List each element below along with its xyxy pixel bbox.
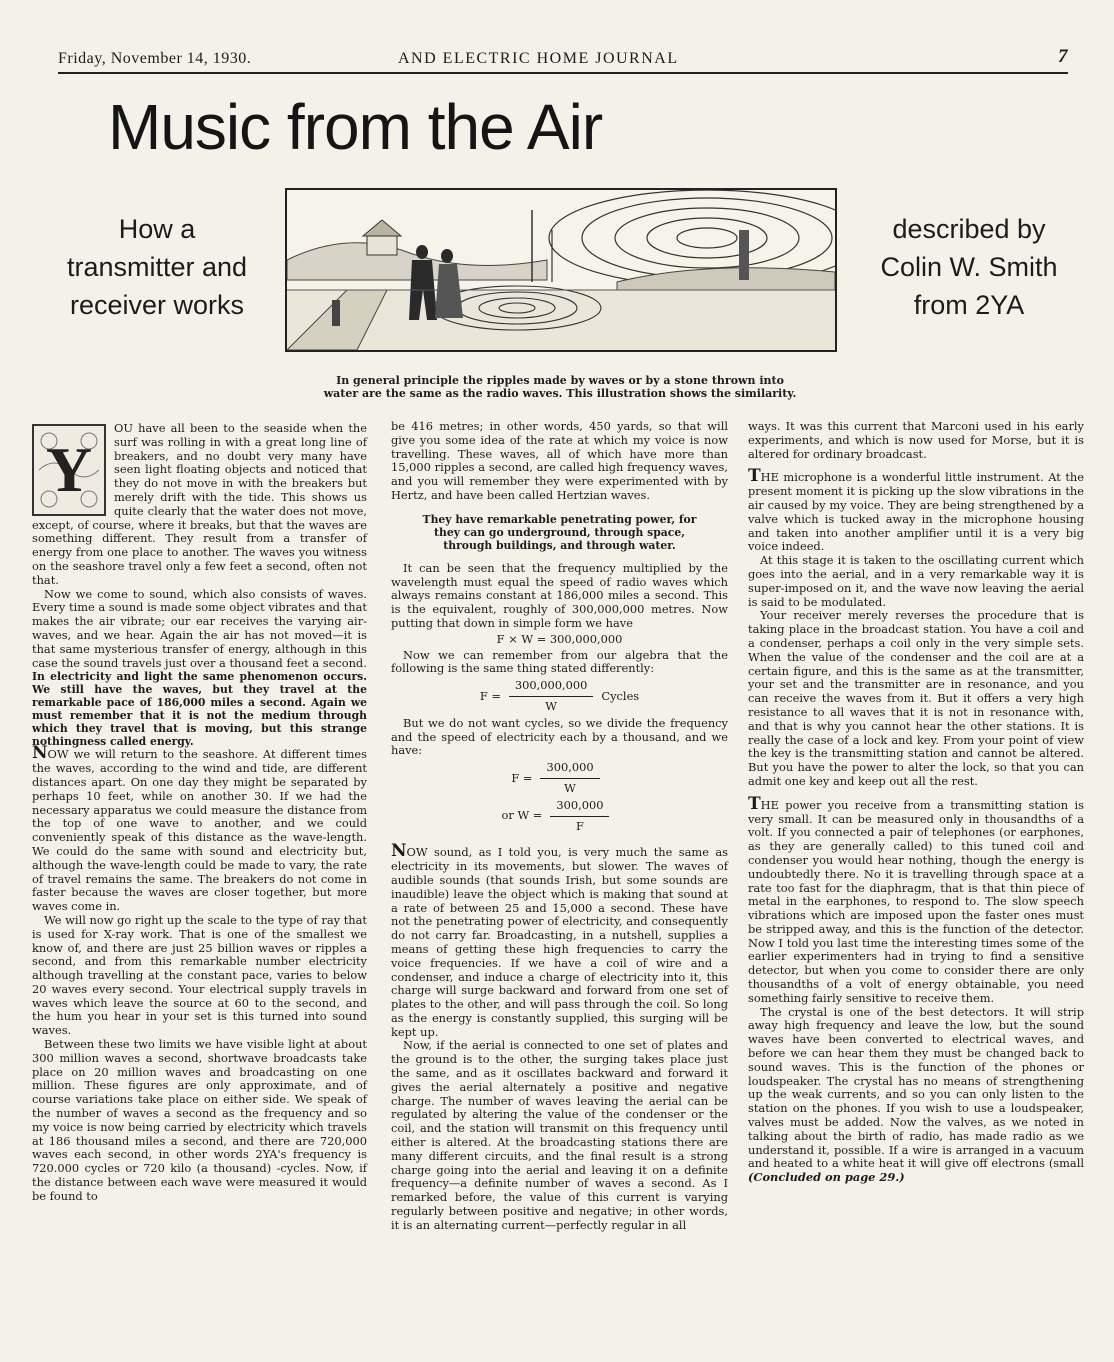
paragraph [748,466,1084,554]
journal-name: AND ELECTRIC HOME JOURNAL [398,50,679,67]
paragraph: Now, if the aerial is connected to one set of plates and the ground is to the other, the surging takes place just the same, and as it oscillates backward and forward it gives the aerial alternately a positive and negative charge. The number of waves leaving the aerial can be regulated by altering the value of the condenser or the coil, and the station will transmit on this frequency until either is altered. At the broadcasting stations there are many different circuits, and the final result is a strong charge going into the aerial and leaving it on a definite frequency—a definite number of waves a second. As I remarked before, the value of this current is varying regularly between positive and negative; in other words, it is an alternating current—perfectly regular in all [391,1038,728,1232]
paragraph [32,743,367,914]
article-column-2 [391,420,728,1233]
formula-denominator: W [545,698,558,713]
formula-numerator: 300,000 [540,761,599,779]
paragraph: Now we can remember from our algebra that the following is the same thing stated differently: [391,647,728,676]
illustration-caption: In general principle the ripples made by waves or by a stone thrown into water are the same as the radio waves. This illustration shows the similarity. [323,374,797,400]
paragraph-text: The crystal is one of the best detectors. It will strip away high frequency and leave the low, but the sound waves have been converted to electrical waves, and before we can hear them they must be changed back to sound waves. This is the function of the phones or loudspeaker. The crystal has no means of strengthening up the weak currents, and so you can only listen to the station on the phones. If you wish to use a loudspeaker, valves must be added. Now the valves, as we noted in talking about the birth of radio, has made radio as we understand it, possible. If a wire is arranged in a vacuum and heated to a white heat it will give off electrons (small [748,1004,1084,1171]
paragraph-text: HE microphone is a wonderful little instrument. At the present moment it is picking up the slow vibrations in the air caused by my voice. They are being strengthened by a valve which is tucked away in the microphone housing and taken into another amplifier until it is a very big voice indeed. [748,470,1084,554]
formula-fraction [391,799,728,834]
paragraph: We will now go right up the scale to the type of ray that is used for X-ray work. That is one of the smallest we know of, and there are just 25 billion waves or ripples a second, and from this remarkable number electricity although travelling at the constant pace, varies to below 20 waves every second. Your electrical supply travels in waves which leave the source at 60 to the second, and the hum you hear in your set is this turned into sound waves. [32,912,367,1038]
formula: F × W = 300,000,000 [496,631,623,646]
article-column-3 [748,420,1084,1185]
formula-lhs: F = [511,770,533,785]
paragraph: OU have all been to the seaside when the surf was rolling in with a great long line of breakers, and no doubt very many have seen light floating objects and noticed that they do not move in with the breakers but merely drift with the tide. This shows us quite clearly that the water does not move, except, of course, where it breaks, but that the waves are something different. They result from a transfer of energy from one place to another. The waves you witness on the seashore travel only a few feet a second, often not that. [32,421,367,587]
article-column-1 [32,422,367,1204]
article-title: Music from the Air [108,91,603,163]
initial-capital: T [748,793,761,814]
inset-highlight: In electricity and light the same phenomenon occurs. We still have the waves, but they travel at the remarkable pace of 186,000 miles a second. Again we must remember that it is not the medium through which they travel that is moving, but this strange nothingness called energy. [32,670,367,749]
formula-lhs: F = [479,688,501,703]
paragraph: It can be seen that the frequency multiplied by the wavelength must equal the speed of radio waves which always remains constant at 186,000 miles a second. This is the equivalent, roughly of 300,000,000 metres. Now putting that down in simple form we have [391,560,728,630]
paragraph [748,793,1084,1006]
formula-denominator: W [564,780,576,795]
paragraph-text: OW sound, as I told you, is very much the same as electricity in its movements, but slower. The waves of audible sounds (that sounds Irish, but some sounds are inaudible) leave the object which is making that sound at a rate of between 25 and 15,000 a second. These have not the penetrating power of electricity, and consequently do not carry far. Broadcasting, in a nutshell, supplies a means of getting these high frequencies to carry the voice frequencies. If we have a coil of wire and a condenser, and induce a charge of electricity into it, this charge will surge backward and forward from one set of plates to the other, and will pass through the coil. So long as the energy is constantly supplied, this surging will be kept up. [391,845,728,1039]
page-number: 7 [1058,46,1068,67]
article-subtitle: How a transmitter and receiver works [66,214,248,320]
paragraph [748,1006,1084,1185]
inset-highlight: They have remarkable penetrating power, for they can go underground, through space, through buildings, and through water. [422,512,697,552]
paragraph: At this stage it is taken to the oscillating current which goes into the aerial, and in a very remarkable way it is super-imposed on it, and the wave now leaving the aerial is said to be modulated. [748,553,1084,609]
formula-denominator: F [575,818,584,833]
formula-numerator: 300,000 [550,799,609,817]
formula-numerator: 300,000,000 [509,679,593,697]
formula-fraction [391,761,728,796]
issue-date: Friday, November 14, 1930. [58,50,252,67]
paragraph: But we do not want cycles, so we divide the frequency and the speed of electricity each by a thousand, and we have: [391,715,728,758]
paragraph [391,841,728,1039]
ripples-illustration-icon [287,190,835,350]
paragraph: Now we come to sound, which also consists of waves. Every time a sound is made some object vibrates and that makes the air vibrate; our ear receives the varying air-waves, and we hear. Again the air has not moved—it is that same mysterious transfer of energy, although in this case the sound travels just over a thousand feet a second. [32,586,368,670]
paragraph: Between these two limits we have visible light at about 300 million waves a second, shortwave broadcasts take place on 20 million waves and broadcasting on one million. These figures are only approximate, and of course variations take place on either side. We speak of the number of waves a second as the frequency and so my voice is now being carried by electricity which travels at 186 thousand miles a second, and there are 720,000 waves each second, in other words 2YA's frequency is 720.000 cycles or 720 kilo (a thousand) -cycles. Now, if the distance between each wave were measured it would be found to [32,1037,367,1203]
paragraph-text: OW we will return to the seashore. At different times the waves, according to the wind and tide, are different distances apart. On one day they might be separated by perhaps 10 feet, while on another 30. If we had the necessary apparatus we could measure the distance from the top of one wave to another, and we could conveniently speak of this distance as the wave-length. We could do the same with sound and electricity but, although the wave-length could be made to vary, the rate of travel remains the same. The breakers do not come in faster because the waves are closer together, but more waves come in. [32,747,367,914]
initial-capital: N [32,743,48,764]
initial-capital: T [748,466,761,487]
initial-capital: N [391,841,407,862]
dropcap [32,424,106,516]
formula-lhs: or W = [501,808,543,823]
paragraph: Your receiver merely reverses the procedure that is taking place in the broadcast station. You have a coil and a condenser, perhaps a coil only in the very simple sets. When the value of the condenser and the coil are at a certain figure, and this is the same as at the transmitter, your set and the transmitter are in resonance, and you can receive the waves from it. But it offers a very high resistance to all waves that it is not in resonance with, and that is why you cannot hear the other stations. It is really the case of a lock and key. From your point of view the key is the transmitting station and cannot be altered. But you have the power to alter the lock, so that you can admit one key and keep out all the rest. [748,608,1084,788]
paragraph-text: HE power you receive from a transmitting station is very small. It can be measured only in thousandths of a volt. If you connected a pair of telephones (or earphones, as they are generally called) to this tuned coil and condenser you would hear nothing, though the energy is undoubtedly there. No it is travelling through space at a rate too fast for the diaphragm, that is that thin piece of metal in the earphones, to respond to. The slow speech vibrations which are imposed upon the faster ones must be stripped away, and this is the function of the detector. Now I told you last time the interesting times some of the earlier experimenters had in trying to find a sensitive detector, but when you come to consider there are only thousandths of a volt of energy obtainable, you need something fairly sensitive to receive them. [748,797,1084,1005]
formula-unit: Cycles [601,688,640,703]
article-byline: described by Colin W. Smith from 2YA [880,214,1058,320]
formula-fraction [391,679,728,714]
paragraph: ways. It was this current that Marconi used in his early experiments, and which is now used for Morse, but it is altered for ordinary broadcast. [748,419,1084,461]
dropcap-letter: Y [45,434,93,506]
paragraph: be 416 metres; in other words, 450 yards, so that will give you some idea of the rate at which my voice is now travelling. These waves, all of which have more than 15,000 ripples a second, are called high frequency waves, and you will remember they were experimented with by Hertz, and have been called Hertzian waves. [391,419,728,502]
continuation-note: (Concluded on page 29.) [748,1170,905,1185]
page-header [58,46,1068,74]
illustration-ripples [285,188,837,352]
